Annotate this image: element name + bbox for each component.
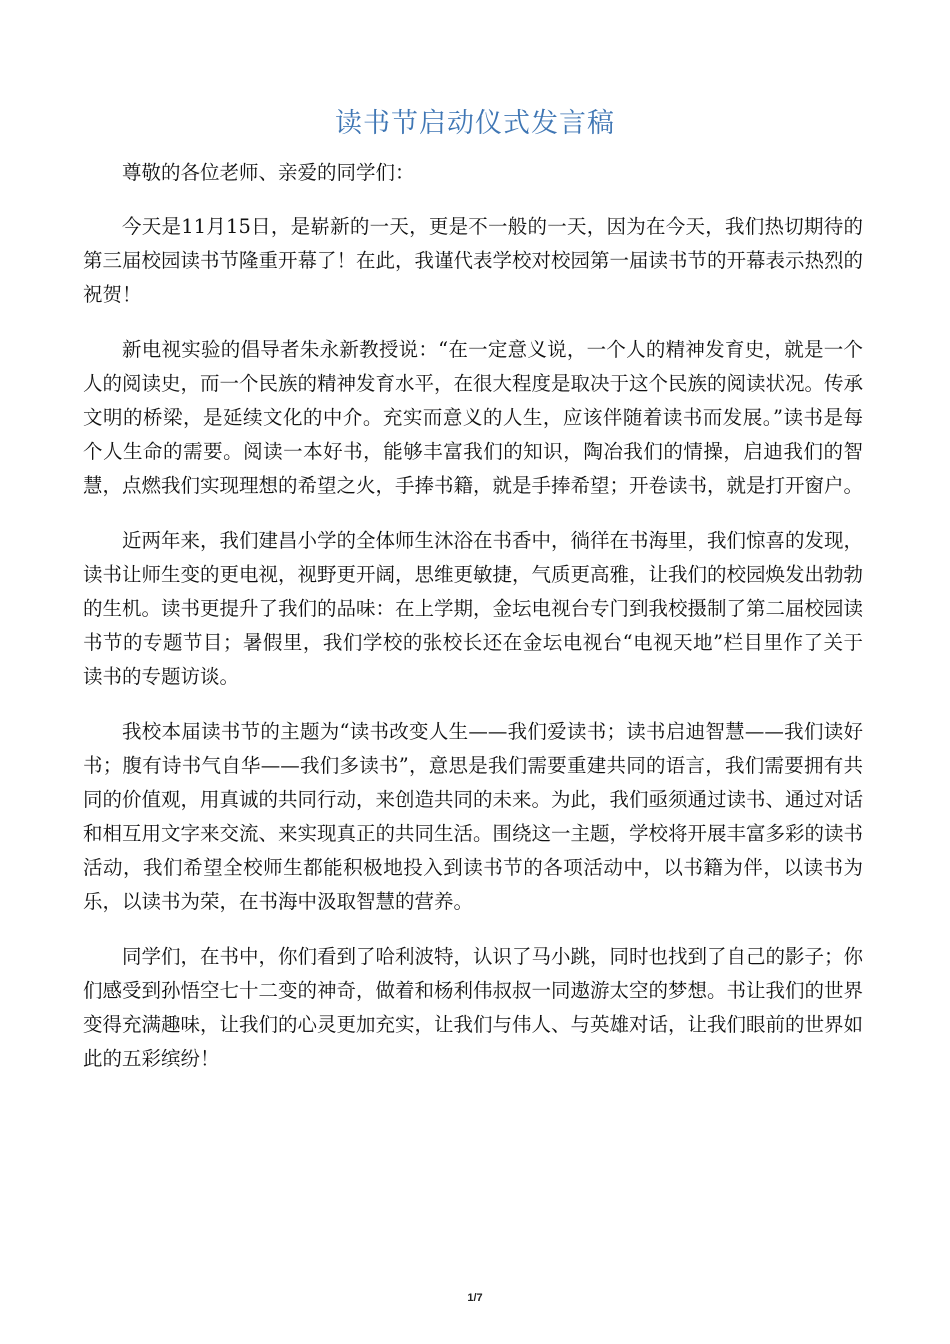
document-body [83,156,863,1097]
document-title: 读书节启动仪式发言稿 [335,108,615,139]
paragraph-4: 我校本届读书节的主题为“读书改变人生——我们爱读书；读书启迪智慧——我们读好书；腹有诗书气自华——我们多读书”，意思是我们需要重建共同的语言，我们需要拥有共同的价值观，用真诚的共同行动，来创造共同的未来。为此，我们亟须通过读书、通过对话和相互用文字来交流、来实现真正的共同生活。围绕这一主题，学校将开展丰富多彩的读书活动，我们希望全校师生都能积极地投入到读书节的各项活动中，以书籍为伴，以读书为乐，以读书为荣，在书海中汲取智慧的营养。 [83,720,864,913]
paragraph-5: 同学们，在书中，你们看到了哈利波特，认识了马小跳，同时也找到了自己的影子；你们感受到孙悟空七十二变的神奇，做着和杨利伟叔叔一同遨游太空的梦想。书让我们的世界变得充满趣味，让我们的心灵更加充实，让我们与伟人、与英雄对话，让我们眼前的世界如此的五彩缤纷！ [83,945,864,1070]
paragraph-3: 近两年来，我们建昌小学的全体师生沐浴在书香中，徜徉在书海里，我们惊喜的发现，读书让师生变的更电视，视野更开阔，思维更敏捷，气质更高雅，让我们的校园焕发出勃勃的生机。读书更提升了我们的品味：在上学期，金坛电视台专门到我校摄制了第二届校园读书节的专题节目；暑假里，我们学校的张校长还在金坛电视台“电视天地”栏目里作了关于读书的专题访谈。 [83,529,864,688]
paragraph-1: 今天是11月15日，是崭新的一天，更是不一般的一天，因为在今天，我们热切期待的第三届校园读书节隆重开幕了！在此，我谨代表学校对校园第一届读书节的开幕表示热烈的祝贺！ [83,215,864,306]
greeting-paragraph: 尊敬的各位老师、亲爱的同学们： [122,161,415,184]
paragraph-2: 新电视实验的倡导者朱永新教授说：“在一定意义说，一个人的精神发育史，就是一个人的阅读史，而一个民族的精神发育水平，在很大程度是取决于这个民族的阅读状况。传承文明的桥梁，是延续文化的中介。充实而意义的人生，应该伴随着读书而发展。”读书是每个人生命的需要。阅读一本好书，能够丰富我们的知识，陶冶我们的情操，启迪我们的智慧，点燃我们实现理想的希望之火，手捧书籍，就是手捧希望；开卷读书，就是打开窗户。 [83,338,864,497]
page-indicator: 1/7 [467,1292,483,1304]
